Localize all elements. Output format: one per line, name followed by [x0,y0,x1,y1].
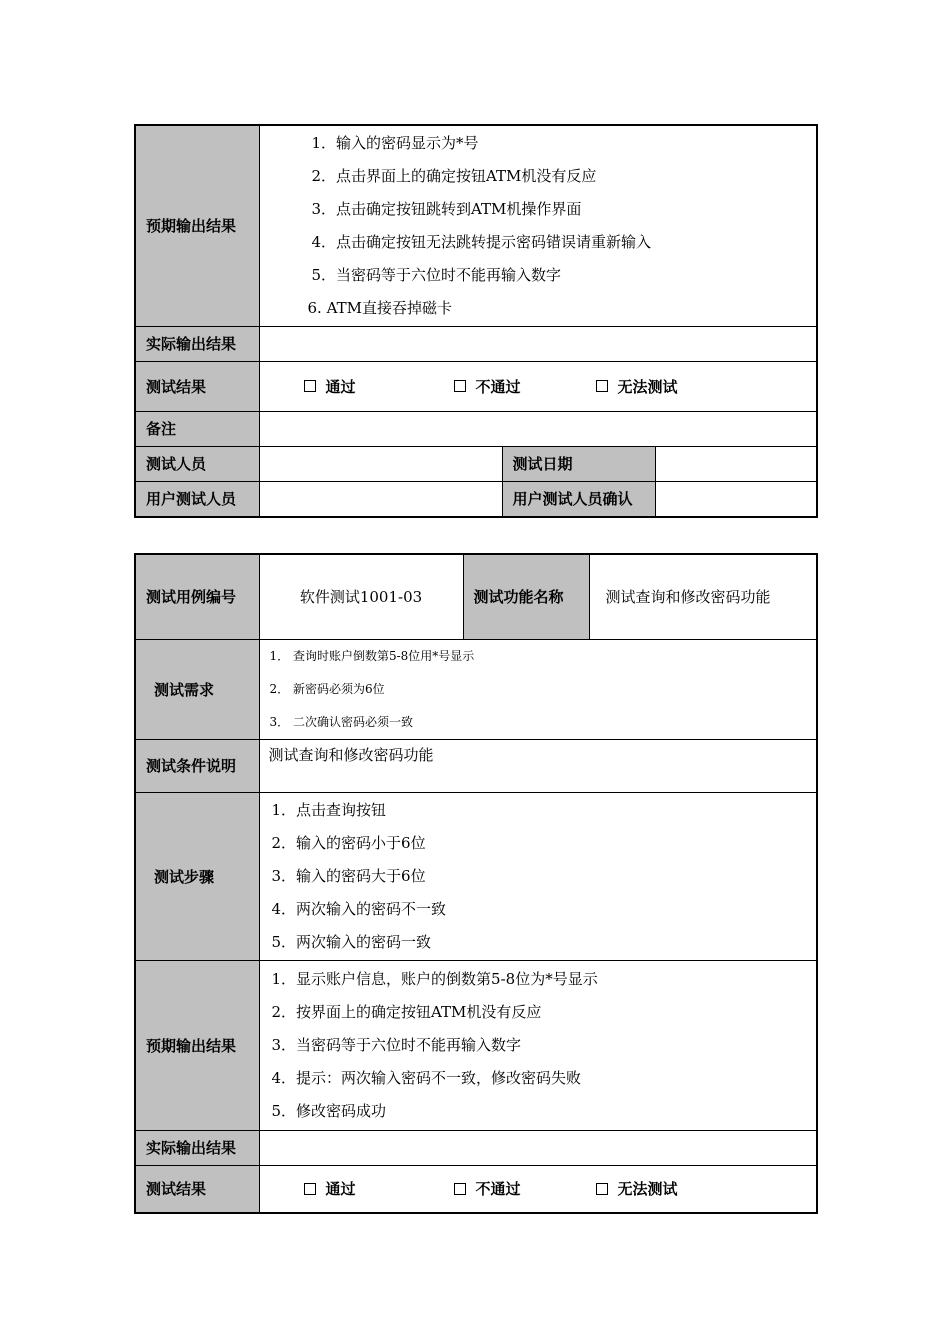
expected-output-cell [259,125,817,326]
list-item: 2．点击界面上的确定按钮ATM机没有反应 [311,166,597,185]
checkbox-icon[interactable] [304,1183,316,1195]
expected-output-label: 预期输出结果 [135,125,259,326]
tester-label: 测试人员 [135,446,259,481]
list-item: 5．修改密码成功 [271,1101,387,1120]
list-item: 4．提示：两次输入密码不一致，修改密码失败 [271,1068,582,1087]
steps-label: 测试步骤 [135,792,259,960]
list-item: 2． 新密码必须为6位 [269,681,385,696]
user-tester-label: 用户测试人员 [135,481,259,517]
checkbox-icon[interactable] [454,380,466,392]
tester-field[interactable] [259,446,502,481]
list-item: 3．当密码等于六位时不能再输入数字 [271,1035,522,1054]
checkbox-icon[interactable] [454,1183,466,1195]
case-id-label: 测试用例编号 [135,554,259,639]
test-result-options [259,1165,817,1213]
test-result-options [259,361,817,411]
case-id-value: 软件测试1001-03 [259,554,463,639]
steps-list [272,794,817,959]
test-date-label: 测试日期 [502,446,655,481]
user-tester-field[interactable] [259,481,502,517]
expected-output-label: 预期输出结果 [135,960,259,1130]
option-untestable[interactable]: 无法测试 [596,1178,678,1199]
test-case-table-1 [134,124,818,518]
remark-label: 备注 [135,411,259,446]
remark-field[interactable] [259,411,817,446]
list-item: 1． 查询时账户倒数第5-8位用*号显示 [269,648,475,663]
expected-output-cell [259,960,817,1130]
option-pass[interactable]: 通过 [304,1178,454,1199]
requirement-cell [259,639,817,739]
option-fail[interactable]: 不通过 [454,1178,596,1199]
list-item: 6. ATM直接吞掉磁卡 [307,298,452,317]
list-item: 4．两次输入的密码不一致 [271,899,447,918]
list-item: 1．点击查询按钮 [271,800,387,819]
user-confirm-label: 用户测试人员确认 [502,481,655,517]
test-case-table-2 [134,553,818,1214]
actual-output-label: 实际输出结果 [135,326,259,361]
condition-value: 测试查询和修改密码功能 [259,739,817,792]
expected-output-list [307,127,817,325]
test-result-label: 测试结果 [135,1165,259,1213]
list-item: 3．输入的密码大于6位 [271,866,426,885]
list-item: 3．点击确定按钮跳转到ATM机操作界面 [311,199,582,218]
option-untestable[interactable]: 无法测试 [596,376,678,397]
list-item: 3． 二次确认密码必须一致 [269,714,413,729]
checkbox-icon[interactable] [596,380,608,392]
requirement-label: 测试需求 [135,639,259,739]
option-pass[interactable]: 通过 [304,376,454,397]
function-name-label: 测试功能名称 [463,554,589,639]
actual-output-field[interactable] [259,326,817,361]
test-result-label: 测试结果 [135,361,259,411]
expected-output-list [272,963,817,1128]
requirement-list [270,640,817,739]
list-item: 5．两次输入的密码一致 [271,932,432,951]
list-item: 1．显示账户信息，账户的倒数第5-8位为*号显示 [271,969,598,988]
actual-output-label: 实际输出结果 [135,1130,259,1165]
list-item: 4．点击确定按钮无法跳转提示密码错误请重新输入 [311,232,652,251]
list-item: 1．输入的密码显示为*号 [311,133,479,152]
steps-cell [259,792,817,960]
option-fail[interactable]: 不通过 [454,376,596,397]
checkbox-icon[interactable] [596,1183,608,1195]
actual-output-field[interactable] [259,1130,817,1165]
test-date-field[interactable] [655,446,817,481]
list-item: 5．当密码等于六位时不能再输入数字 [311,265,562,284]
list-item: 2．输入的密码小于6位 [271,833,426,852]
checkbox-icon[interactable] [304,380,316,392]
user-confirm-field[interactable] [655,481,817,517]
condition-label: 测试条件说明 [135,739,259,792]
list-item: 2．按界面上的确定按钮ATM机没有反应 [271,1002,542,1021]
function-name-value: 测试查询和修改密码功能 [589,554,817,639]
